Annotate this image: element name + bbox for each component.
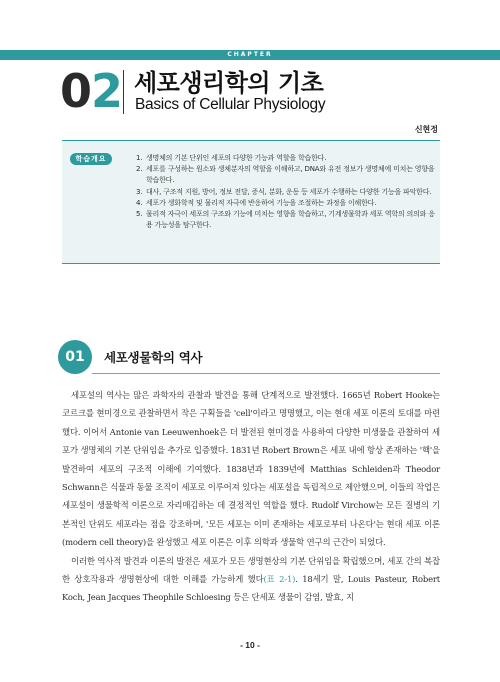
page-number: - 10 - [240, 640, 260, 650]
learning-goals-list [136, 153, 436, 231]
learning-goals-badge: 학습개요 [70, 153, 112, 165]
learning-goal-text: 물리적 자극이 세포의 구조와 기능에 미치는 영향을 학습하고, 기계생물학과 세포 역학의 의의와 응용 가능성을 탐구한다. [146, 210, 435, 230]
section-rule [92, 373, 440, 374]
learning-goals-box [62, 140, 440, 264]
learning-goal-text: 세포가 생화학적 및 물리적 자극에 반응하여 기능을 조절하는 과정을 이해한다. [146, 198, 377, 207]
section-title: 세포생물학의 역사 [104, 350, 203, 365]
learning-goal-item [136, 187, 436, 198]
body-text-run: . 18세기 말, Louis Pasteur, Robert Koch, Jean Jacques Theophile Schloesing 등은 단세포 생물이 감염, 발효, 지 [62, 574, 440, 603]
body-text [62, 386, 440, 607]
learning-goal-number: 4. [136, 198, 143, 207]
chapter-divider [123, 70, 124, 114]
learning-goal-text: 대사, 구조적 지원, 방어, 정보 전달, 증식, 분화, 운동 등 세포가 수행하는 다양한 기능을 파악한다. [146, 187, 432, 196]
body-paragraph [62, 552, 440, 607]
section-number-badge: 01 [58, 340, 92, 374]
learning-goal-text: 세포를 구성하는 원소와 생체분자의 역할을 이해하고, DNA와 유전 정보가 생명체에 미치는 영향을 학습한다. [146, 165, 435, 185]
learning-goal-number: 1. [136, 154, 143, 162]
chapter-number [60, 66, 122, 116]
body-paragraph: 세포설의 역사는 많은 과학자의 관찰과 발견을 통해 단계적으로 발전했다. 1665년 Robert Hooke는 코르크를 현미경으로 관찰하면서 작은 구획들을 'cell'이라고 명명했고, 이는 현대 세포 이론의 토대를 마련했다. 이어서 Antonie van Leeuwenhoek은 더 발전된 현미경을 사용하여 다양한 미생물을 관찰하여 세포가 생명체의 기본 단위임을 추가로 입증했다. 1831년 Robert Brown은 세포 내에 항상 존재하는 '핵'을 발견하여 세포의 구조적 이해에 기여했다. 1838년과 1839년에 Matthias Schleiden과 Theodor Schwann은 식물과 동물 조직이 세포로 이루어져 있다는 세포설을 독립적으로 제안했으며, 이들의 작업은 세포설이 생물학적 이론으로 자리매김하는 데 결정적인 역할을 했다. Rudolf Virchow는 모든 질병의 기본적인 단위도 세포라는 점을 강조하며, '모든 세포는 이미 존재하는 세포로부터 나온다'는 현대 세포 이론(modern cell theory)을 완성했고 세포 이론은 이후 의학과 생물학 연구의 근간이 되었다. [62, 390, 440, 548]
chapter-title-english: Basics of Cellular Physiology [135, 96, 326, 113]
chapter-number-second: 2 [91, 64, 123, 118]
table-reference-link[interactable]: (표 2-1) [263, 574, 296, 585]
chapter-title-korean: 세포생리학의 기초 [134, 69, 324, 97]
author-name: 신현정 [414, 125, 438, 134]
learning-goal-item [136, 164, 436, 186]
learning-goal-number: 5. [136, 210, 143, 219]
learning-goal-item [136, 153, 436, 164]
learning-goal-number: 2. [136, 165, 143, 174]
chapter-number-first: 0 [60, 64, 92, 118]
learning-goal-number: 3. [136, 187, 143, 196]
learning-goal-text: 생명체의 기본 단위인 세포의 다양한 기능과 역할을 학습한다. [146, 154, 327, 162]
learning-goal-item [136, 198, 436, 209]
chapter-label: CHAPTER [227, 51, 273, 58]
learning-goal-item [136, 209, 436, 231]
body-text-run: 이러한 역사적 발견과 이론의 발전은 세포가 모든 생명현상의 기본 단위임을 확립했으며, 세포 간의 복잡한 상호작용과 생명현상에 대한 이해를 가능하게 했다 [62, 555, 440, 585]
